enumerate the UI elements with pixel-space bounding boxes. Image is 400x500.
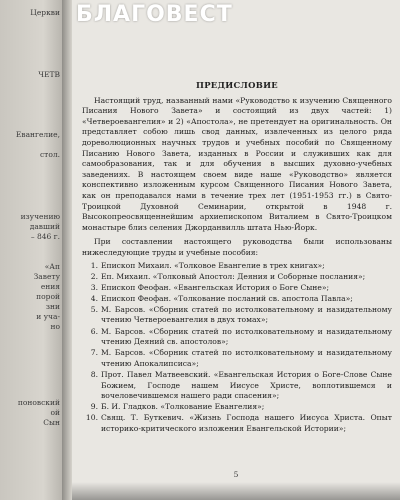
left-page-fragment: но — [50, 322, 60, 331]
left-page-fragment: изучению — [20, 212, 60, 221]
watermark-logo: БЛАГОВЕСТ — [76, 2, 233, 27]
source-item — [82, 261, 392, 272]
left-page-fragment: Евангелие, — [15, 130, 60, 139]
left-page-fragment: порой — [36, 292, 60, 301]
page-bottom-shadow — [72, 482, 400, 500]
left-page-fragment: Церкви — [30, 8, 60, 17]
source-text: Б. И. Гладков. «Толкование Евангелия»; — [101, 402, 265, 412]
sources-list — [82, 261, 392, 435]
source-number: 7. — [90, 348, 98, 358]
source-item — [82, 272, 392, 283]
source-number: 9. — [90, 402, 98, 412]
source-text: Епископ Феофан. «Толкование посланий св. апостола Павла»; — [101, 293, 353, 303]
source-item — [82, 283, 392, 294]
source-number: 4. — [90, 293, 98, 303]
source-text: Епископ Феофан. «Евангельская История о Боге Сыне»; — [101, 282, 330, 292]
source-item — [82, 402, 392, 413]
left-page-fragment: Завету — [33, 272, 60, 281]
source-item — [82, 327, 392, 348]
left-page-fragment: зни — [45, 302, 60, 311]
preface-paragraph-1: Настоящий труд, названный нами «Руководство к изучению Священного Писания Нового Завета» и состоящий из двух частей: 1) «Четвероевангелия» и 2) «Апостола», не претендует на оригинальность. Он представляет собою лишь свод данных, извлеченных из целого ряда дореволюционных научных трудов и учебных пособий по Священному Писанию Нового Завета, изданных в России и служивших как для самообразования, так и для обучения в высших духовно-учебных заведениях. В настоящем своем виде наше «Руководство» является конспективно изложенным курсом Священного Писания Нового Завета, как он преподавался нами в течение трех лет (1951-1953 гг.) в Свято-Троицкой Духовной Семинарии, открытой в 1948 г. Высокопреосвященнейшим архиепископом Виталием в Свято-Троицком монастыре близ селения Джорданвилль штата Нью-Йорк. — [82, 95, 392, 232]
left-page-fragment: ой — [50, 408, 60, 417]
left-page-fragment: ения — [40, 282, 60, 291]
left-page-fragment: и уча- — [36, 312, 60, 321]
book-gutter — [62, 0, 72, 500]
page-number: 5 — [233, 470, 239, 479]
page-title: ПРЕДИСЛОВИЕ — [196, 80, 278, 90]
left-page-fragment: ЧЕТВ — [38, 70, 60, 79]
source-item — [82, 294, 392, 305]
source-item — [82, 305, 392, 326]
preface-paragraph-2: При составлении настоящего руководства были использованы нижеследующие труды и учебные пособия: — [82, 237, 392, 257]
source-number: 3. — [90, 282, 98, 292]
source-text: Еп. Михаил. «Толковый Апостол: Деяния и Соборные послания»; — [101, 271, 366, 281]
left-page-fragment: – 846 г. — [30, 232, 60, 241]
source-text: Прот. Павел Матвеевский. «Евангельская История о Боге-Слове Сыне Божием, Господе нашем Иисусе Христе, воплотившемся и вочеловечившемся нашего ради спасения»; — [101, 369, 392, 401]
left-page-fragment: «Ап — [44, 262, 60, 271]
source-number: 6. — [90, 326, 98, 336]
source-number: 10. — [85, 413, 98, 423]
left-page-edge — [0, 0, 62, 500]
source-text: Епископ Михаил. «Толковое Евангелие в трех книгах»; — [101, 260, 325, 270]
page-content — [82, 80, 392, 435]
source-text: М. Барсов. «Сборник статей по истолковательному и назидательному чтению Апокалипсиса»; — [101, 348, 392, 368]
left-page-fragment: Сын — [43, 418, 60, 427]
source-item — [82, 348, 392, 369]
source-text: Свящ. Т. Буткевич. «Жизнь Господа нашего Иисуса Христа. Опыт историко-критического изложения Евангельской Истории»; — [101, 413, 392, 433]
source-number: 5. — [90, 304, 98, 314]
source-text: М. Барсов. «Сборник статей по истолковательному и назидательному чтению Четвероевангелия в двух томах»; — [101, 304, 392, 325]
source-item — [82, 413, 392, 434]
source-number: 1. — [90, 260, 98, 270]
book-page — [72, 0, 400, 500]
left-page-fragment: стол. — [39, 150, 60, 159]
left-page-fragment: поновский — [17, 398, 60, 407]
source-number: 8. — [90, 369, 98, 379]
source-text: М. Барсов. «Сборник статей по истолковательному и назидательному чтению Деяний св. апостолов»; — [101, 326, 392, 347]
left-page-fragment: давший — [29, 222, 60, 231]
source-number: 2. — [90, 271, 98, 281]
source-item — [82, 370, 392, 402]
